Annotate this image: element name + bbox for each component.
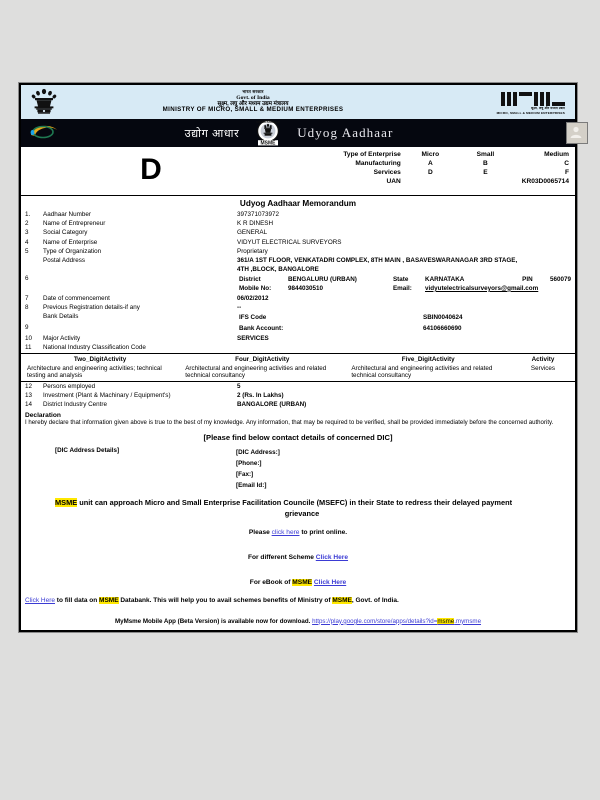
table-row [21, 312, 575, 323]
field-value-persons-employed: 5 [237, 383, 241, 391]
declaration-heading: Declaration [25, 411, 61, 419]
pin-label: PIN [522, 276, 533, 284]
print-prefix-text: Please [248, 529, 272, 537]
banner-right-text [509, 130, 569, 136]
databank-msme-highlight-1: MSME [99, 597, 119, 605]
mobile-app-line [21, 608, 575, 630]
field-label-persons-employed: Persons employed [43, 383, 96, 391]
table-row [21, 364, 575, 382]
mobile-value: 9844030510 [288, 284, 324, 292]
field-no-8: 8 [25, 303, 29, 311]
document-body [19, 147, 577, 632]
ebook-link[interactable]: Click Here [313, 579, 347, 587]
page-title: Udyog Aadhaar Memorandum [239, 199, 357, 208]
field-value-postal-address-line2: 4TH ,BLOCK, BANGALORE [237, 266, 319, 274]
field-label-postal-address: Postal Address [43, 257, 86, 265]
field-no-5: 5 [25, 247, 29, 255]
field-value-major-activity: SERVICES [237, 334, 269, 342]
nic-four-digit-value: Architectural and engineering activities and related technical consultancy [179, 364, 345, 382]
dic-phone-line: [Phone:] [236, 459, 262, 467]
district-value: BENGALURU (URBAN) [288, 276, 357, 284]
table-row [21, 247, 575, 256]
field-value-name-of-entrepreneur: K R DINESH [237, 220, 274, 228]
url-msme-highlight: msme [437, 617, 455, 625]
table-row [237, 324, 573, 333]
table-row [21, 294, 575, 303]
ebook-msme-highlight: MSME [292, 579, 313, 587]
nic-header-activity: Activity [511, 354, 575, 365]
bank-account-table [237, 324, 573, 333]
field-label-social-category: Social Category [43, 229, 88, 237]
enterprise-type-table [281, 147, 575, 195]
databank-text-1: to fill data on [54, 597, 100, 605]
dic-email-line: [Email Id:] [236, 481, 267, 489]
nic-header-four-digit: Four_DigitActivity [179, 354, 345, 365]
msme-logo-mark [445, 89, 565, 106]
government-header-band [19, 83, 577, 119]
field-value-postal-address-line1: 361/A 1ST FLOOR, VENKATADRI COMPLEX, 8TH MAIN , BASAVESWARANAGAR 3RD STAGE, [237, 257, 518, 265]
table-row [21, 334, 575, 343]
field-value-name-of-enterprise: VIDYUT ELECTRICAL SURVEYORS [237, 238, 342, 246]
print-online-link[interactable]: click here [271, 529, 300, 537]
field-label-nic-code: National Industry Classification Code [43, 343, 146, 351]
nic-activity-table [21, 353, 575, 382]
dic-contact-lines [236, 447, 280, 491]
ebook-line [21, 561, 575, 586]
pin-value: 560079 [549, 276, 571, 284]
table-row [21, 219, 575, 228]
msefc-notice-line2: grievance [284, 508, 320, 518]
state-value: KARNATAKA [425, 276, 465, 284]
msefc-notice [21, 495, 575, 521]
col-micro: Micro [421, 151, 440, 158]
services-medium-code: F [564, 169, 569, 176]
scheme-prefix-text: For different Scheme [247, 554, 316, 562]
table-row [237, 284, 573, 293]
ifs-code-value: SBIN0040624 [423, 313, 463, 321]
url-part-1: https://play.google.com/store/apps/details?id= [312, 617, 438, 625]
dic-details-block [21, 445, 575, 495]
row-services-label: Services [373, 169, 401, 176]
field-value-type-of-organization: Proprietary [237, 247, 268, 255]
field-label-type-of-organization: Type of Organization [43, 247, 102, 255]
msme-logo [445, 89, 569, 116]
table-row [21, 400, 575, 409]
ifs-code-label: IFS Code [239, 313, 267, 321]
table-row [21, 274, 575, 293]
table-row [21, 265, 575, 274]
field-no-7: 7 [25, 294, 29, 302]
field-no-10: 10 [25, 334, 33, 342]
field-no-9: 9 [25, 323, 29, 331]
field-no-12: 12 [25, 383, 33, 391]
col-type-of-enterprise: Type of Enterprise [343, 151, 401, 158]
dic-address-line: [DIC Address:] [236, 448, 280, 456]
different-scheme-link[interactable]: Click Here [315, 554, 349, 562]
dic-banner-text: [Please find below contact details of concerned DIC] [203, 432, 393, 442]
field-label-name-of-enterprise: Name of Enterprise [43, 238, 98, 246]
databank-msme-highlight-2: MSME [332, 597, 352, 605]
table-row [21, 343, 575, 352]
field-label-aadhaar-number: Aadhaar Number [43, 211, 91, 219]
services-micro-code: D [427, 169, 433, 176]
different-scheme-line [21, 536, 575, 561]
field-value-aadhaar-number: 397371073972 [237, 211, 280, 219]
enterprise-category-letter: D [140, 153, 162, 186]
table-row [281, 168, 571, 177]
hindi-govt-line: भारत सरकार [242, 89, 264, 95]
additional-fields-table [21, 382, 575, 410]
field-no-14: 14 [25, 401, 33, 409]
table-row [21, 323, 575, 334]
uan-value: KR03D0065714 [521, 178, 569, 185]
address-details-table [237, 275, 573, 292]
manufacturing-micro-code: A [427, 160, 433, 167]
declaration-text: I hereby declare that information given above is true to the best of my knowledge. Any information, that may be required to be verified, shall be provided immediately before the concerned authority. [25, 418, 554, 426]
uan-label: UAN [386, 178, 401, 185]
classification-row [21, 147, 575, 196]
table-row [21, 303, 575, 312]
ebook-prefix-text: For eBook of [249, 579, 293, 587]
field-label-major-activity: Major Activity [43, 334, 81, 342]
field-no-13: 13 [25, 392, 33, 400]
services-small-code: E [483, 169, 488, 176]
bank-account-value: 64106660690 [423, 324, 462, 332]
svg-text:MSME: MSME [260, 140, 276, 146]
district-label: District [239, 276, 261, 284]
row-manufacturing-label: Manufacturing [355, 160, 401, 167]
col-small: Small [476, 151, 495, 158]
field-no-4: 4 [25, 238, 29, 246]
table-row [281, 159, 571, 168]
table-row [21, 391, 575, 400]
table-row [21, 228, 575, 237]
bank-details-table [237, 313, 573, 322]
udyog-aadhaar-banner [19, 119, 577, 147]
ministry-english-label: MINISTRY OF MICRO, SMALL & MEDIUM ENTERPRISES [162, 105, 344, 113]
field-value-social-category: GENERAL [237, 229, 268, 237]
manufacturing-small-code: B [483, 160, 488, 167]
nic-header-two-digit: Two_DigitActivity [21, 354, 179, 365]
msefc-notice-line1: unit can approach Micro and Small Enterprise Facilitation Councile (MSEFC) in their State to redress their delayed payment [77, 497, 513, 507]
field-no-1: 1. [25, 211, 31, 219]
table-row [281, 177, 571, 186]
table-row [237, 275, 573, 284]
field-no-6: 6 [25, 275, 29, 283]
nic-activity-value: Services [511, 364, 575, 382]
msme-caption-english: MICRO, SMALL & MEDIUM ENTERPRISES [496, 110, 565, 115]
india-emblem-icon [27, 86, 61, 118]
databank-text-2: Databank. This will help you to avail schemes benefits of Ministry of [118, 597, 333, 605]
state-label: State [392, 276, 409, 284]
dic-address-details-label: [DIC Address Details] [55, 446, 120, 454]
bank-account-label: Bank Account: [239, 324, 284, 332]
udyog-aadhaar-document [18, 82, 578, 633]
email-label: Email: [392, 284, 412, 292]
ministry-titles [61, 90, 445, 113]
field-label-date-of-commencement: Date of commencement [43, 294, 110, 302]
field-no-2: 2 [25, 220, 29, 228]
field-no-3: 3 [25, 229, 29, 237]
banner-english-title: Udyog Aadhaar [297, 125, 394, 140]
databank-text-3: , Govt. of India. [351, 597, 399, 605]
hindi-ministry-label: सूक्ष्म, लघु और मध्यम उद्यम मंत्रालय [217, 100, 289, 107]
nic-two-digit-value: Architecture and engineering activities; technical testing and analysis [21, 364, 179, 382]
mobile-app-text: MyMsme Mobile App (Beta Version) is available now for download. [114, 617, 313, 625]
table-row [237, 313, 573, 322]
table-row [21, 238, 575, 247]
field-label-bank-details: Bank Details [43, 313, 79, 321]
svg-text:UDYOG AADHAAR: UDYOG AADHAAR [256, 121, 280, 125]
msefc-msme-highlight: MSME [55, 497, 78, 507]
govt-of-india-label: Govt. of India [236, 94, 270, 101]
field-value-district-industry-centre: BANGALORE (URBAN) [237, 401, 307, 409]
memorandum-fields-table [21, 210, 575, 352]
url-part-2: .mymsme [454, 617, 482, 625]
udyog-aadhaar-seal-icon [247, 120, 289, 146]
nic-five-digit-value: Architectural and engineering activities and related technical consultancy [345, 364, 511, 382]
field-value-date-of-commencement: 06/02/2012 [237, 294, 269, 302]
field-value-investment: 2 (Rs. In Lakhs) [237, 392, 284, 400]
field-label-investment: Investment (Plant & Machinary / Equipment's) [43, 392, 171, 400]
table-row [21, 210, 575, 219]
email-value[interactable]: vidyutelectricalsurveyors@gmail.com [425, 284, 539, 292]
databank-paragraph [21, 586, 575, 607]
mobile-label: Mobile No: [239, 284, 272, 292]
field-label-name-of-entrepreneur: Name of Entrepreneur [43, 220, 106, 228]
swirl-logo-icon [27, 121, 69, 146]
table-row [21, 382, 575, 391]
nic-header-five-digit: Five_DigitActivity [345, 354, 511, 365]
field-label-district-industry-centre: District Industry Centre [43, 401, 108, 409]
dic-fax-line: [Fax:] [236, 470, 254, 478]
databank-link[interactable]: Click Here [25, 597, 55, 605]
msme-caption-hindi: सूक्ष्म, लघु और मध्यम उद्यम [531, 105, 565, 110]
field-value-previous-registration: -- [237, 303, 242, 311]
print-online-line [21, 521, 575, 536]
table-row-header [281, 150, 571, 159]
table-row-header [21, 354, 575, 365]
col-medium: Medium [544, 151, 569, 158]
manufacturing-medium-code: C [564, 160, 569, 167]
print-suffix-text: to print online. [299, 529, 348, 537]
banner-hindi-title: उद्योग आधार [184, 127, 240, 140]
field-label-previous-registration: Previous Registration details-if any [43, 303, 140, 311]
table-row [21, 256, 575, 265]
field-no-11: 11 [25, 343, 32, 351]
mobile-app-url[interactable] [312, 618, 481, 625]
side-panel-toggle-button[interactable] [566, 122, 588, 144]
